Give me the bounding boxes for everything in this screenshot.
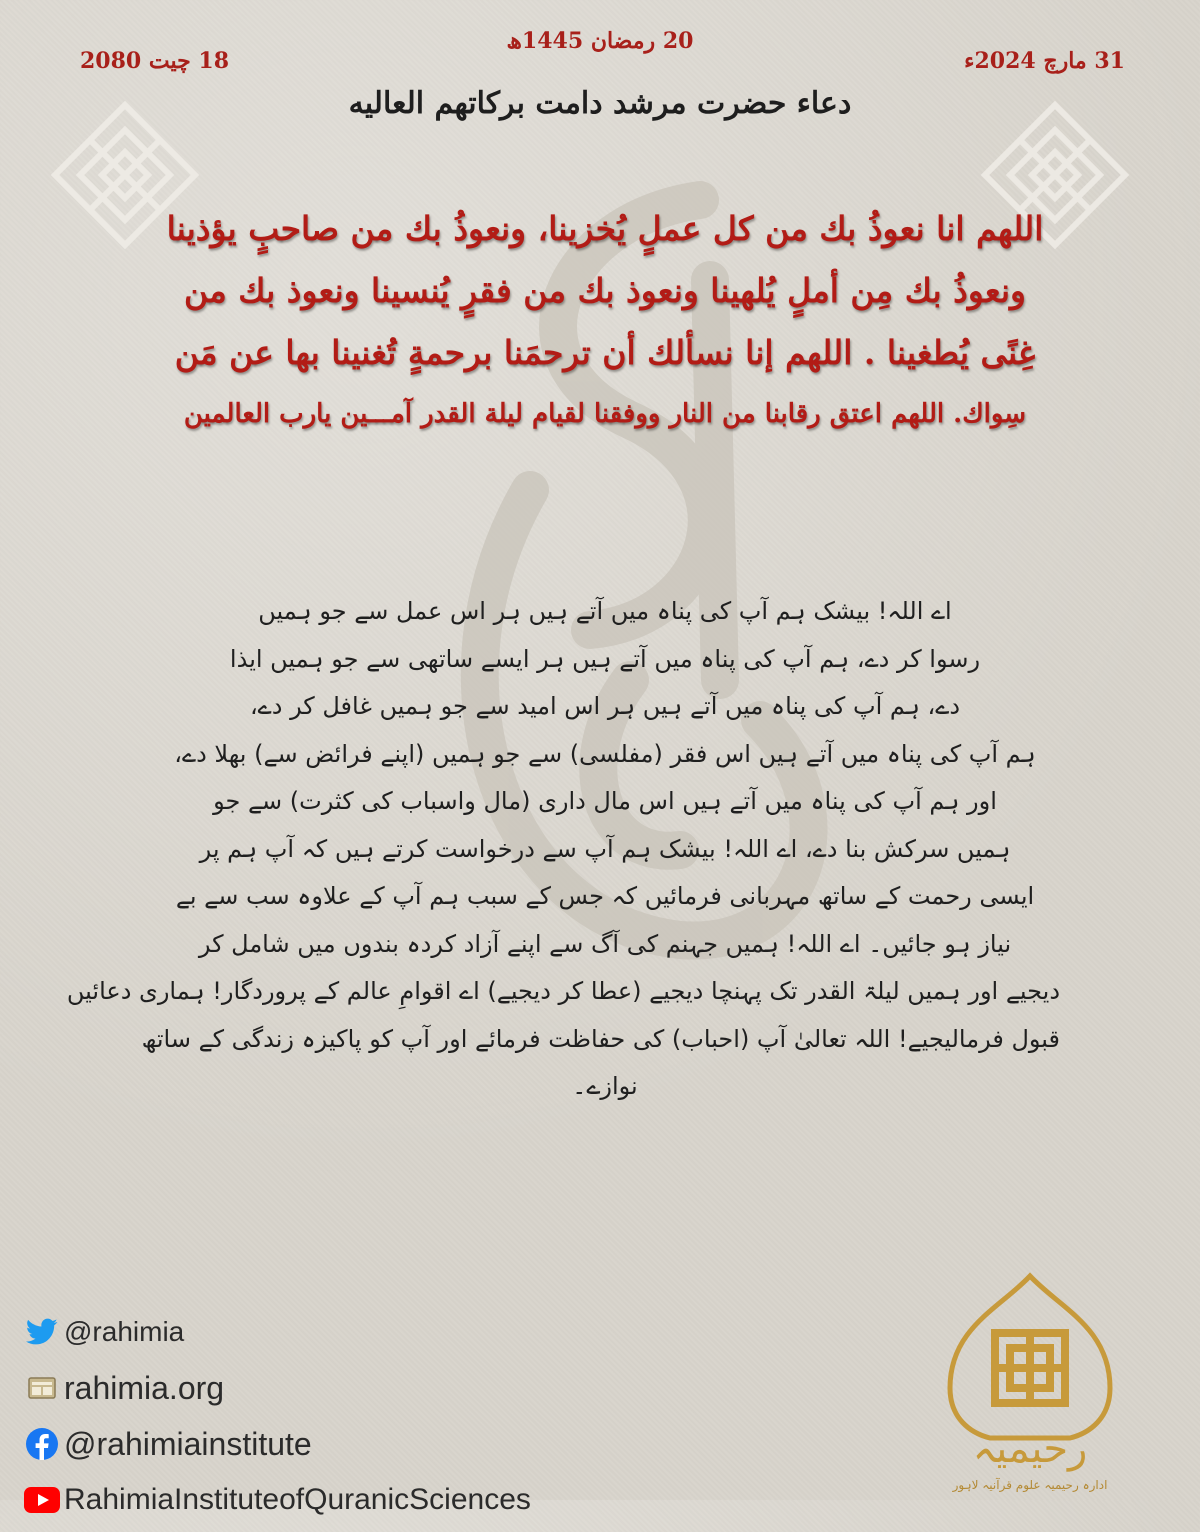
arabic-dua-line: ونعوذُ بك مِن أملٍ يُلهينا ونعوذ بك من فقرٍ يُنسينا ونعوذ بك من bbox=[184, 271, 1026, 310]
urdu-translation-line: قبول فرمالیجیے! اللہ تعالیٰ آپ (احباب) کی حفاظت فرمائے اور آپ کو پاکیزہ زندگی کے ساتھ bbox=[141, 1024, 1060, 1053]
twitter-handle: @rahimia bbox=[64, 1316, 185, 1347]
institute-logo bbox=[910, 1268, 1150, 1498]
arabic-dua bbox=[90, 198, 1120, 444]
web-icon bbox=[24, 1370, 60, 1406]
gregorian-date: 31 مارچ 2024ء bbox=[964, 48, 1125, 74]
facebook-handle: @rahimiainstitute bbox=[64, 1425, 312, 1462]
dua-title: دعاء حضرت مرشد دامت برکاتهم العالیه bbox=[348, 86, 852, 121]
twitter-bird-icon bbox=[24, 1314, 60, 1350]
youtube-link[interactable] bbox=[24, 1476, 531, 1524]
urdu-translation-line: دیجیے اور ہمیں لیلۃ القدر تک پہنچا دیجیے (عطا کر دیجیے) اے اقوامِ عالم کے پروردگار! ہماری دعائیں bbox=[66, 977, 1060, 1005]
youtube-play-icon bbox=[24, 1482, 60, 1518]
urdu-translation-line: اے اللہ! بیشک ہم آپ کی پناہ میں آتے ہیں ہر اس عمل سے جو ہمیں bbox=[258, 597, 952, 625]
urdu-translation-line: ایسی رحمت کے ساتھ مہربانی فرمائیں کہ جس کے سبب ہم آپ کے علاوہ سب سے بے bbox=[175, 882, 1035, 910]
facebook-link[interactable] bbox=[24, 1420, 531, 1468]
arabic-dua-line: سِواك. اللهم اعتق رقابنا من النار ووفقنا لقيام ليلة القدر آمـــين يارب العالمين bbox=[183, 399, 1027, 429]
logo-wordmark: رحیمیہ bbox=[972, 1426, 1088, 1472]
social-links bbox=[24, 1308, 531, 1532]
urdu-translation bbox=[66, 588, 1060, 1111]
youtube-channel: RahimiaInstituteofQuranicSciences bbox=[64, 1483, 531, 1516]
urdu-translation-line: اور ہم آپ کی پناہ میں آتے ہیں اس مال داری (مال واسباب کی کثرت) سے جو bbox=[213, 787, 997, 815]
bikrami-date: 18 چیت 2080 bbox=[80, 48, 230, 74]
website-url: rahimia.org bbox=[64, 1369, 225, 1406]
urdu-translation-line: نیاز ہو جائیں۔ اے اللہ! ہمیں جہنم کی آگ سے اپنے آزاد کردہ بندوں میں شامل کر bbox=[198, 929, 1012, 958]
logo-caption: ادارہ رحیمیہ علوم قرآنیہ لاہور bbox=[952, 1478, 1108, 1492]
arabic-dua-line: غِنًى يُطغينا . اللهم إنا نسألك أن ترحمَنا برحمةٍ تُغنينا بها عن مَن bbox=[174, 333, 1036, 372]
urdu-translation-line: دے، ہم آپ کی پناہ میں آتے ہیں ہر اس امید سے جو ہمیں غافل کر دے، bbox=[249, 692, 961, 720]
arabic-dua-line: اللهم انا نعوذُ بك من كل عملٍ يُخزينا، ونعوذُ بك من صاحبٍ يؤذينا bbox=[166, 209, 1044, 248]
facebook-icon bbox=[24, 1426, 60, 1462]
urdu-translation-line: رسوا کر دے، ہم آپ کی پناہ میں آتے ہیں ہر ایسے ساتھی سے جو ہمیں ایذا bbox=[229, 644, 981, 673]
urdu-translation-line: ہم آپ کی پناہ میں آتے ہیں اس فقر (مفلسی) سے جو ہمیں (اپنے فرائض سے) بھلا دے، bbox=[174, 739, 1036, 768]
urdu-translation-line: نوازے۔ bbox=[572, 1072, 638, 1100]
twitter-link[interactable] bbox=[24, 1308, 531, 1356]
urdu-translation-line: ہمیں سرکش بنا دے، اے اللہ! بیشک ہم آپ سے درخواست کرتے ہیں کہ آپ ہم پر bbox=[199, 834, 1011, 863]
hijri-date: 20 رمضان 1445ھ bbox=[506, 28, 694, 54]
website-link[interactable] bbox=[24, 1364, 531, 1412]
